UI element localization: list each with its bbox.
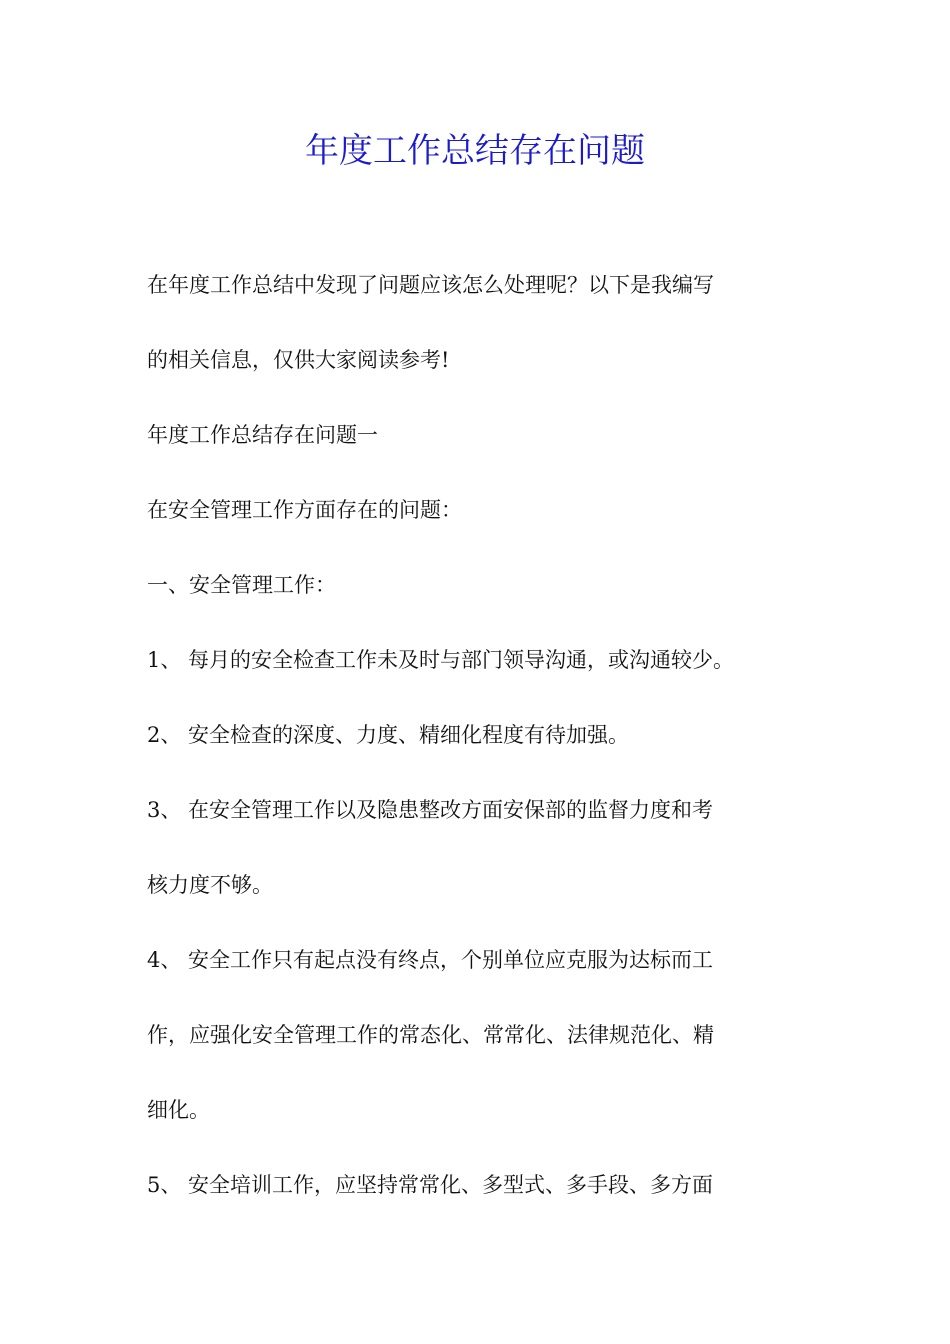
text-line: 年度工作总结存在问题一 bbox=[147, 423, 378, 447]
list-item: 2、 安全检查的深度、力度、精细化程度有待加强。 bbox=[147, 723, 630, 747]
text-line: 细化。 bbox=[147, 1098, 210, 1122]
list-item: 4、 安全工作只有起点没有终点，个别单位应克服为达标而工 bbox=[147, 948, 714, 972]
text-line: 核力度不够。 bbox=[147, 873, 273, 897]
text-line: 在安全管理工作方面存在的问题： bbox=[147, 498, 462, 522]
text-line: 在年度工作总结中发现了问题应该怎么处理呢？以下是我编写 bbox=[147, 273, 714, 297]
document-title: 年度工作总结存在问题 bbox=[305, 131, 645, 171]
text-line: 一、安全管理工作： bbox=[147, 573, 336, 597]
list-item: 5、 安全培训工作，应坚持常常化、多型式、多手段、多方面 bbox=[147, 1173, 714, 1197]
text-line: 的相关信息，仅供大家阅读参考! bbox=[147, 348, 450, 372]
list-item: 3、 在安全管理工作以及隐患整改方面安保部的监督力度和考 bbox=[147, 798, 714, 822]
text-line: 作，应强化安全管理工作的常态化、常常化、法律规范化、精 bbox=[147, 1023, 714, 1047]
list-item: 1、 每月的安全检查工作未及时与部门领导沟通，或沟通较少。 bbox=[147, 648, 735, 672]
